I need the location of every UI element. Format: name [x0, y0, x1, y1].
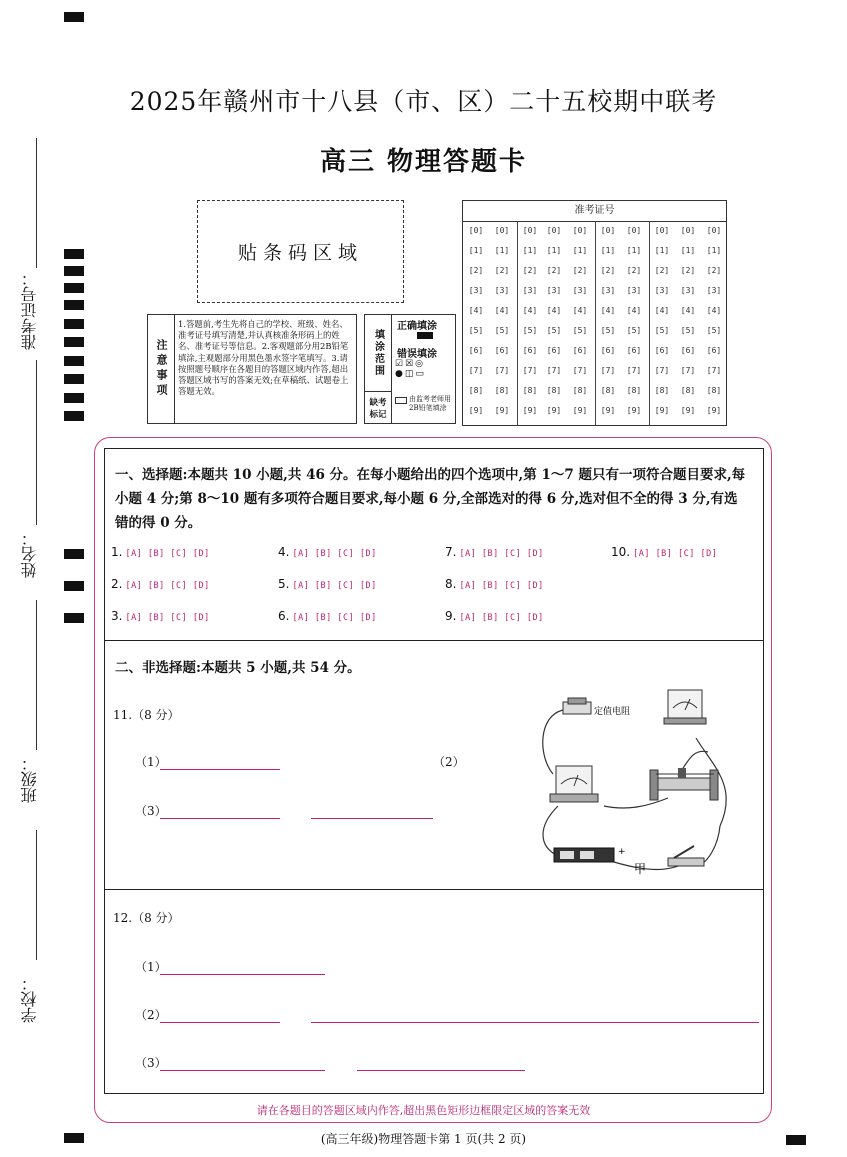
- exam-id-digit-bubble[interactable]: [7]: [546, 366, 562, 375]
- exam-id-digit-bubble[interactable]: [9]: [680, 406, 696, 415]
- exam-id-digit-bubble[interactable]: [8]: [494, 386, 510, 395]
- exam-id-digit-bubble[interactable]: [0]: [572, 226, 588, 235]
- question-number: 2.: [111, 577, 123, 591]
- exam-id-digit-bubble[interactable]: [5]: [706, 326, 722, 335]
- correct-fill-label: 正确填涂: [397, 321, 437, 332]
- exam-id-digit-bubble[interactable]: [0]: [680, 226, 696, 235]
- exam-id-digit-bubble[interactable]: [2]: [468, 266, 484, 275]
- divider: [105, 640, 763, 641]
- exam-id-digit-bubble[interactable]: [8]: [706, 386, 722, 395]
- answer-bubbles[interactable]: [A] [B] [C] [D]: [292, 613, 377, 623]
- exam-id-digit-bubble[interactable]: [7]: [600, 366, 616, 375]
- exam-id-digit-bubble[interactable]: [4]: [468, 306, 484, 315]
- exam-id-grid[interactable]: [462, 200, 727, 426]
- exam-id-column[interactable]: [543, 223, 565, 423]
- answer-bubbles[interactable]: [A] [B] [C] [D]: [292, 549, 377, 559]
- exam-id-digit-bubble[interactable]: [1]: [572, 246, 588, 255]
- q12-part3-answer-b[interactable]: [357, 1070, 525, 1071]
- resistor-icon: [563, 698, 591, 714]
- exam-id-digit-bubble[interactable]: [5]: [572, 326, 588, 335]
- exam-id-digit-bubble[interactable]: [9]: [468, 406, 484, 415]
- exam-id-column[interactable]: [703, 223, 725, 423]
- choice-question-7[interactable]: [445, 545, 544, 559]
- side-label-id: 准考证号：: [20, 270, 39, 350]
- question-number: 3.: [111, 609, 123, 623]
- exam-id-digit-bubble[interactable]: [8]: [680, 386, 696, 395]
- exam-id-digit-bubble[interactable]: [5]: [522, 326, 538, 335]
- choice-question-5[interactable]: [278, 577, 377, 591]
- q11-label: 11.（8 分）: [113, 708, 180, 722]
- q12-part2-answer-a[interactable]: [160, 1022, 280, 1023]
- q11-part1-label: （1）: [135, 755, 167, 769]
- exam-id-digit-bubble[interactable]: [3]: [572, 286, 588, 295]
- exam-id-digit-bubble[interactable]: [9]: [494, 406, 510, 415]
- corner-mark-top-left: [64, 12, 84, 22]
- choice-question-3[interactable]: [111, 609, 210, 623]
- exam-id-digit-bubble[interactable]: [5]: [600, 326, 616, 335]
- exam-id-digit-bubble[interactable]: [4]: [706, 306, 722, 315]
- exam-id-digit-bubble[interactable]: [9]: [626, 406, 642, 415]
- choice-question-4[interactable]: [278, 545, 377, 559]
- exam-id-digit-bubble[interactable]: [6]: [654, 346, 670, 355]
- exam-id-digit-bubble[interactable]: [9]: [600, 406, 616, 415]
- battery-icon: [554, 847, 626, 862]
- exam-id-digit-bubble[interactable]: [4]: [494, 306, 510, 315]
- exam-id-digit-bubble[interactable]: [7]: [468, 366, 484, 375]
- exam-id-digit-bubble[interactable]: [5]: [680, 326, 696, 335]
- card-title: 高三 物理答题卡: [319, 147, 528, 177]
- side-rule: [36, 360, 37, 525]
- exam-id-digit-bubble[interactable]: [3]: [494, 286, 510, 295]
- side-label-name: 姓名：: [20, 530, 39, 578]
- exam-id-column[interactable]: [677, 223, 699, 423]
- ammeter-icon: [550, 766, 598, 802]
- answer-bubbles[interactable]: [A] [B] [C] [D]: [633, 549, 718, 559]
- svg-text:+: +: [618, 847, 626, 857]
- answer-bubbles[interactable]: [A] [B] [C] [D]: [459, 581, 544, 591]
- notice-text: 1.答题前,考生先将自己的学校、班级、姓名、准考证号填写清楚,并认真核准条形码上的姓名、准考证号等信息。2.客观题部分用2B铅笔填涂,主观题部分用黑色墨水签字笔填写。3.请按照题号顺序在各题目的答题区域内作答,超出答题区域书写的答案无效;在草稿纸、试题卷上答题无效。: [178, 319, 349, 397]
- exam-id-digit-bubble[interactable]: [4]: [572, 306, 588, 315]
- exam-id-column[interactable]: [491, 223, 513, 423]
- exam-id-digit-bubble[interactable]: [8]: [522, 386, 538, 395]
- exam-id-digit-bubble[interactable]: [5]: [494, 326, 510, 335]
- exam-id-digit-bubble[interactable]: [1]: [680, 246, 696, 255]
- exam-id-column[interactable]: [623, 223, 645, 423]
- exam-id-digit-bubble[interactable]: [8]: [468, 386, 484, 395]
- exam-id-digit-bubble[interactable]: [7]: [494, 366, 510, 375]
- exam-id-digit-bubble[interactable]: [7]: [680, 366, 696, 375]
- q12-label: 12.（8 分）: [113, 911, 180, 925]
- exam-id-digit-bubble[interactable]: [1]: [706, 246, 722, 255]
- absent-mark-note: 由监考老师用2B铅笔填涂: [409, 395, 451, 412]
- side-label-school: 学校：: [20, 975, 39, 1023]
- exam-id-column[interactable]: [569, 223, 591, 423]
- exam-id-digit-bubble[interactable]: [2]: [600, 266, 616, 275]
- resistor-label: 定值电阻: [594, 707, 631, 717]
- voltmeter-icon: [664, 690, 706, 724]
- exam-id-digit-bubble[interactable]: [7]: [626, 366, 642, 375]
- barcode-area: [197, 200, 404, 303]
- question-number: 5.: [278, 577, 290, 591]
- exam-id-digit-bubble[interactable]: [3]: [626, 286, 642, 295]
- exam-id-digit-bubble[interactable]: [9]: [706, 406, 722, 415]
- exam-id-digit-bubble[interactable]: [3]: [706, 286, 722, 295]
- exam-id-digit-bubble[interactable]: [2]: [706, 266, 722, 275]
- exam-id-digit-bubble[interactable]: [0]: [494, 226, 510, 235]
- exam-id-digit-bubble[interactable]: [1]: [626, 246, 642, 255]
- absent-mark-box[interactable]: [395, 397, 407, 404]
- side-label-class: 班级：: [20, 755, 39, 803]
- choice-question-1[interactable]: [111, 545, 210, 559]
- exam-id-digit-bubble[interactable]: [7]: [522, 366, 538, 375]
- exam-id-column[interactable]: [597, 223, 619, 423]
- exam-id-digit-bubble[interactable]: [2]: [680, 266, 696, 275]
- exam-id-digit-bubble[interactable]: [8]: [626, 386, 642, 395]
- answer-bubbles[interactable]: [A] [B] [C] [D]: [125, 549, 210, 559]
- exam-id-digit-bubble[interactable]: [2]: [546, 266, 562, 275]
- exam-id-digit-bubble[interactable]: [0]: [626, 226, 642, 235]
- q12-part2-answer-b[interactable]: [311, 1022, 759, 1023]
- exam-id-digit-bubble[interactable]: [9]: [654, 406, 670, 415]
- exam-id-digit-bubble[interactable]: [3]: [522, 286, 538, 295]
- q12-part3-answer-a[interactable]: [160, 1070, 325, 1071]
- exam-id-digit-bubble[interactable]: [4]: [680, 306, 696, 315]
- exam-id-digit-bubble[interactable]: [6]: [680, 346, 696, 355]
- question-number: 1.: [111, 545, 123, 559]
- question-number: 8.: [445, 577, 457, 591]
- q11-part3-label: （3）: [135, 804, 167, 818]
- rheostat-icon: [650, 768, 718, 800]
- correct-fill-sample: [417, 332, 433, 339]
- exam-id-digit-bubble[interactable]: [0]: [600, 226, 616, 235]
- exam-id-digit-bubble[interactable]: [6]: [706, 346, 722, 355]
- wrong-fill-samples: ☑☒◎ ●◫▭: [395, 359, 426, 379]
- divider: [105, 889, 763, 890]
- circuit-figure: [518, 686, 738, 876]
- exam-id-digit-bubble[interactable]: [1]: [468, 246, 484, 255]
- exam-id-digit-bubble[interactable]: [3]: [600, 286, 616, 295]
- notice-label: 注意事项: [148, 315, 175, 423]
- exam-id-digit-bubble[interactable]: [2]: [626, 266, 642, 275]
- page-number: (高三年级)物理答题卡第 1 页(共 2 页): [320, 1132, 527, 1146]
- q11-part3-answer-b[interactable]: [311, 818, 433, 819]
- exam-id-digit-bubble[interactable]: [5]: [654, 326, 670, 335]
- footer-warning: 请在各题目的答题区域内作答,超出黑色矩形边框限定区域的答案无效: [256, 1104, 591, 1117]
- exam-id-digit-bubble[interactable]: [5]: [546, 326, 562, 335]
- exam-id-digit-bubble[interactable]: [6]: [572, 346, 588, 355]
- q12-part3-label: （3）: [135, 1056, 167, 1070]
- exam-id-heading: 准考证号: [463, 201, 726, 222]
- exam-id-digit-bubble[interactable]: [6]: [522, 346, 538, 355]
- exam-id-digit-bubble[interactable]: [4]: [546, 306, 562, 315]
- exam-id-digit-bubble[interactable]: [5]: [626, 326, 642, 335]
- exam-id-digit-bubble[interactable]: [1]: [654, 246, 670, 255]
- exam-id-digit-bubble[interactable]: [4]: [522, 306, 538, 315]
- exam-id-column[interactable]: [651, 223, 673, 423]
- section1-heading: 一、选择题:本题共 10 小题,共 46 分。在每小题给出的四个选项中,第 1～7 题只有一项符合题目要求,每小题 4 分;第 8～10 题有多项符合题目要求,每小题 6 分,全部选对的得 6 分,选对但不全的得 3 分,有选错的得 0 分。: [115, 467, 746, 531]
- choice-question-8[interactable]: [445, 577, 544, 591]
- q11-part1-answer[interactable]: [160, 769, 280, 770]
- exam-id-digit-bubble[interactable]: [4]: [626, 306, 642, 315]
- exam-id-digit-bubble[interactable]: [1]: [600, 246, 616, 255]
- exam-id-digit-bubble[interactable]: [2]: [522, 266, 538, 275]
- exam-id-digit-bubble[interactable]: [2]: [654, 266, 670, 275]
- exam-id-digit-bubble[interactable]: [7]: [654, 366, 670, 375]
- fill-range-label: 填涂范围: [372, 329, 384, 377]
- choice-question-2[interactable]: [111, 577, 210, 591]
- wrong-fill-label: 错误填涂: [397, 349, 437, 360]
- barcode-label: 贴条码区域: [237, 242, 363, 264]
- exam-id-digit-bubble[interactable]: [9]: [572, 406, 588, 415]
- exam-id-digit-bubble[interactable]: [4]: [654, 306, 670, 315]
- side-rule: [36, 600, 37, 750]
- exam-id-digit-bubble[interactable]: [0]: [546, 226, 562, 235]
- exam-id-digit-bubble[interactable]: [0]: [522, 226, 538, 235]
- q11-part3-answer-a[interactable]: [160, 818, 280, 819]
- fill-example-box: [364, 314, 456, 424]
- exam-id-digit-bubble[interactable]: [8]: [654, 386, 670, 395]
- question-number: 10.: [611, 545, 631, 559]
- exam-id-digit-bubble[interactable]: [7]: [706, 366, 722, 375]
- exam-id-digit-bubble[interactable]: [8]: [600, 386, 616, 395]
- exam-id-digit-bubble[interactable]: [9]: [522, 406, 538, 415]
- choice-question-10[interactable]: [611, 545, 717, 559]
- notice-box: [147, 314, 357, 424]
- exam-id-digit-bubble[interactable]: [7]: [572, 366, 588, 375]
- exam-id-digit-bubble[interactable]: [6]: [546, 346, 562, 355]
- exam-id-digit-bubble[interactable]: [0]: [468, 226, 484, 235]
- exam-id-digit-bubble[interactable]: [8]: [546, 386, 562, 395]
- question-number: 9.: [445, 609, 457, 623]
- answer-bubbles[interactable]: [A] [B] [C] [D]: [292, 581, 377, 591]
- exam-id-digit-bubble[interactable]: [6]: [468, 346, 484, 355]
- q11-part2-label: （2）: [433, 755, 465, 769]
- exam-id-digit-bubble[interactable]: [6]: [494, 346, 510, 355]
- exam-id-digit-bubble[interactable]: [3]: [680, 286, 696, 295]
- q12-part1-label: （1）: [135, 960, 167, 974]
- exam-title: 2025年赣州市十八县（市、区）二十五校期中联考: [129, 87, 718, 116]
- exam-id-digit-bubble[interactable]: [6]: [600, 346, 616, 355]
- exam-id-column[interactable]: [519, 223, 541, 423]
- exam-id-digit-bubble[interactable]: [3]: [654, 286, 670, 295]
- absent-mark-label: 缺考标记: [369, 398, 387, 420]
- exam-id-digit-bubble[interactable]: [2]: [572, 266, 588, 275]
- q12-part1-answer[interactable]: [160, 974, 325, 975]
- choice-question-9[interactable]: [445, 609, 544, 623]
- figure-caption: 甲: [634, 862, 647, 876]
- exam-id-digit-bubble[interactable]: [5]: [468, 326, 484, 335]
- answer-bubbles[interactable]: [A] [B] [C] [D]: [459, 613, 544, 623]
- section2-heading: 二、非选择题:本题共 5 小题,共 54 分。: [115, 660, 361, 676]
- side-rule: [36, 830, 37, 960]
- q12-part2-label: （2）: [135, 1008, 167, 1022]
- exam-id-digit-bubble[interactable]: [3]: [546, 286, 562, 295]
- answer-region: [104, 448, 764, 1094]
- exam-id-digit-bubble[interactable]: [2]: [494, 266, 510, 275]
- exam-id-digit-bubble[interactable]: [0]: [654, 226, 670, 235]
- exam-id-digit-bubble[interactable]: [3]: [468, 286, 484, 295]
- exam-id-digit-bubble[interactable]: [4]: [600, 306, 616, 315]
- answer-bubbles[interactable]: [A] [B] [C] [D]: [125, 581, 210, 591]
- answer-bubbles[interactable]: [A] [B] [C] [D]: [125, 613, 210, 623]
- exam-id-digit-bubble[interactable]: [1]: [494, 246, 510, 255]
- choice-question-6[interactable]: [278, 609, 377, 623]
- exam-id-digit-bubble[interactable]: [8]: [572, 386, 588, 395]
- exam-id-digit-bubble[interactable]: [0]: [706, 226, 722, 235]
- question-number: 6.: [278, 609, 290, 623]
- question-number: 7.: [445, 545, 457, 559]
- exam-id-digit-bubble[interactable]: [1]: [522, 246, 538, 255]
- exam-id-digit-bubble[interactable]: [1]: [546, 246, 562, 255]
- wire: [543, 710, 563, 774]
- switch-icon: [668, 846, 704, 866]
- exam-id-column[interactable]: [465, 223, 487, 423]
- exam-id-digit-bubble[interactable]: [6]: [626, 346, 642, 355]
- exam-id-digit-bubble[interactable]: [9]: [546, 406, 562, 415]
- question-number: 4.: [278, 545, 290, 559]
- answer-bubbles[interactable]: [A] [B] [C] [D]: [459, 549, 544, 559]
